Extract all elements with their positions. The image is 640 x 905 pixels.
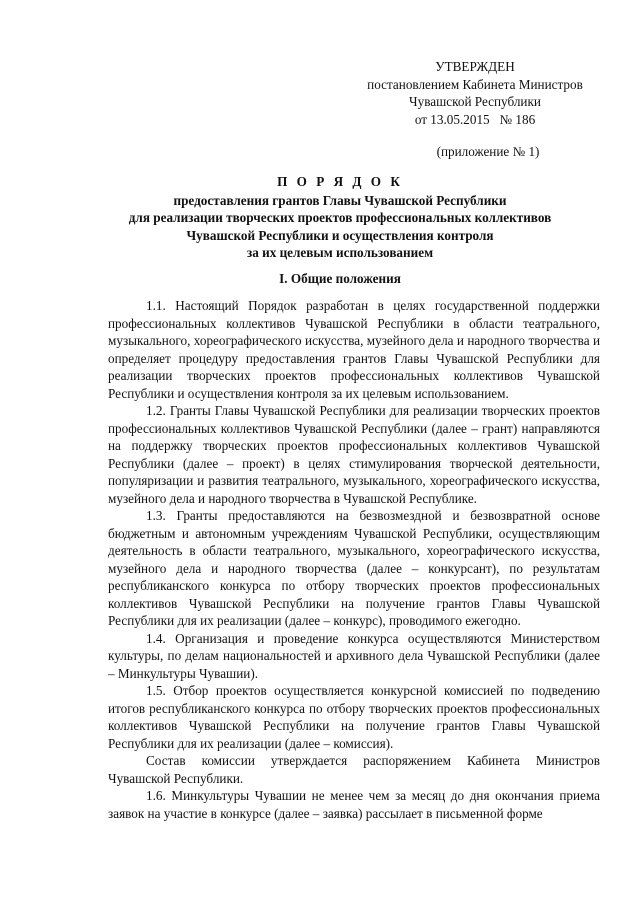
approval-line-resolution: постановлением Кабинета Министров — [367, 76, 583, 92]
section-heading: I. Общие положения — [279, 271, 401, 286]
document-subtitle-line-4: за их целевым использованием — [246, 245, 434, 260]
document-subtitle-line-3: Чувашской Республики и осуществления контроля — [186, 227, 494, 243]
paragraph-1-3: 1.3. Гранты предоставляются на безвозмездной и безвозвратной основе бюджетным и автономным учреждениям Чувашской Республики, осуществляющим деятельность в области театрального, музыкального, хореографического искусства, музейного дела и народного творчества (далее – конкурсант), по результатам республиканского конкурса по отбору творческих проектов профессиональных коллективов Чувашской Республики на получение грантов Главы Чувашской Республики для их реализации (далее – конкурс), проводимого ежегодно. — [108, 508, 600, 628]
document-body — [108, 297, 600, 822]
document-subtitle-line-2: для реализации творческих проектов профессиональных коллективов — [128, 210, 552, 225]
approval-line-republic: Чувашской Республики — [409, 94, 541, 109]
appendix-note: (приложение № 1) — [436, 144, 540, 159]
paragraph-1-2: 1.2. Гранты Главы Чувашской Республики для реализации творческих проектов профессиональных коллективов Чувашской Республики (далее – грант) направляются на поддержку творческих проектов профессиональных коллективов Чувашской Республики (далее – проект) в целях стимулирования творческой деятельности, популяризации и развития театрального, музыкального, хореографического искусства, музейного дела и народного творчества в Чувашской Республике. — [108, 403, 600, 506]
approval-line-date-number: от 13.05.2015 № 186 — [414, 111, 536, 127]
approval-stamp — [340, 58, 610, 128]
document-subtitle-line-1: предоставления грантов Главы Чувашской Республики — [173, 192, 507, 208]
paragraph-1-5: 1.5. Отбор проектов осуществляется конкурсной комиссией по подведению итогов республиканского конкурса по отбору творческих проектов профессиональных коллективов Чувашской Республики на получение грантов Главы Чувашской Республики для их реализации (далее – комиссия). — [108, 683, 600, 751]
paragraph-commission: Состав комиссии утверждается распоряжением Кабинета Министров Чувашской Республики. — [108, 753, 600, 786]
paragraph-1-6: 1.6. Минкультуры Чувашии не менее чем за месяц до дня окончания приема заявок на участие в конкурсе (далее – заявка) рассылает в письменной форме — [108, 788, 600, 821]
paragraph-1-4: 1.4. Организация и проведение конкурса осуществляются Министерством культуры, по делам национальностей и архивного дела Чувашской Республики (далее – Минкультуры Чувашии). — [108, 630, 600, 681]
approval-line-approved: УТВЕРЖДЕН — [435, 59, 515, 74]
document-title: П О Р Я Д О К — [277, 174, 403, 189]
paragraph-1-1: 1.1. Настоящий Порядок разработан в целях государственной поддержки профессиональных коллективов Чувашской Республики в области театрального, музыкального, хореографического искусства, музейного дела и народного творчества и определяет процедуру предоставления грантов Главы Чувашской Республики для реализации творческих проектов профессиональных коллективов Чувашской Республики и осуществления контроля за их целевым использованием. — [108, 298, 600, 401]
document-title-block — [80, 173, 600, 262]
